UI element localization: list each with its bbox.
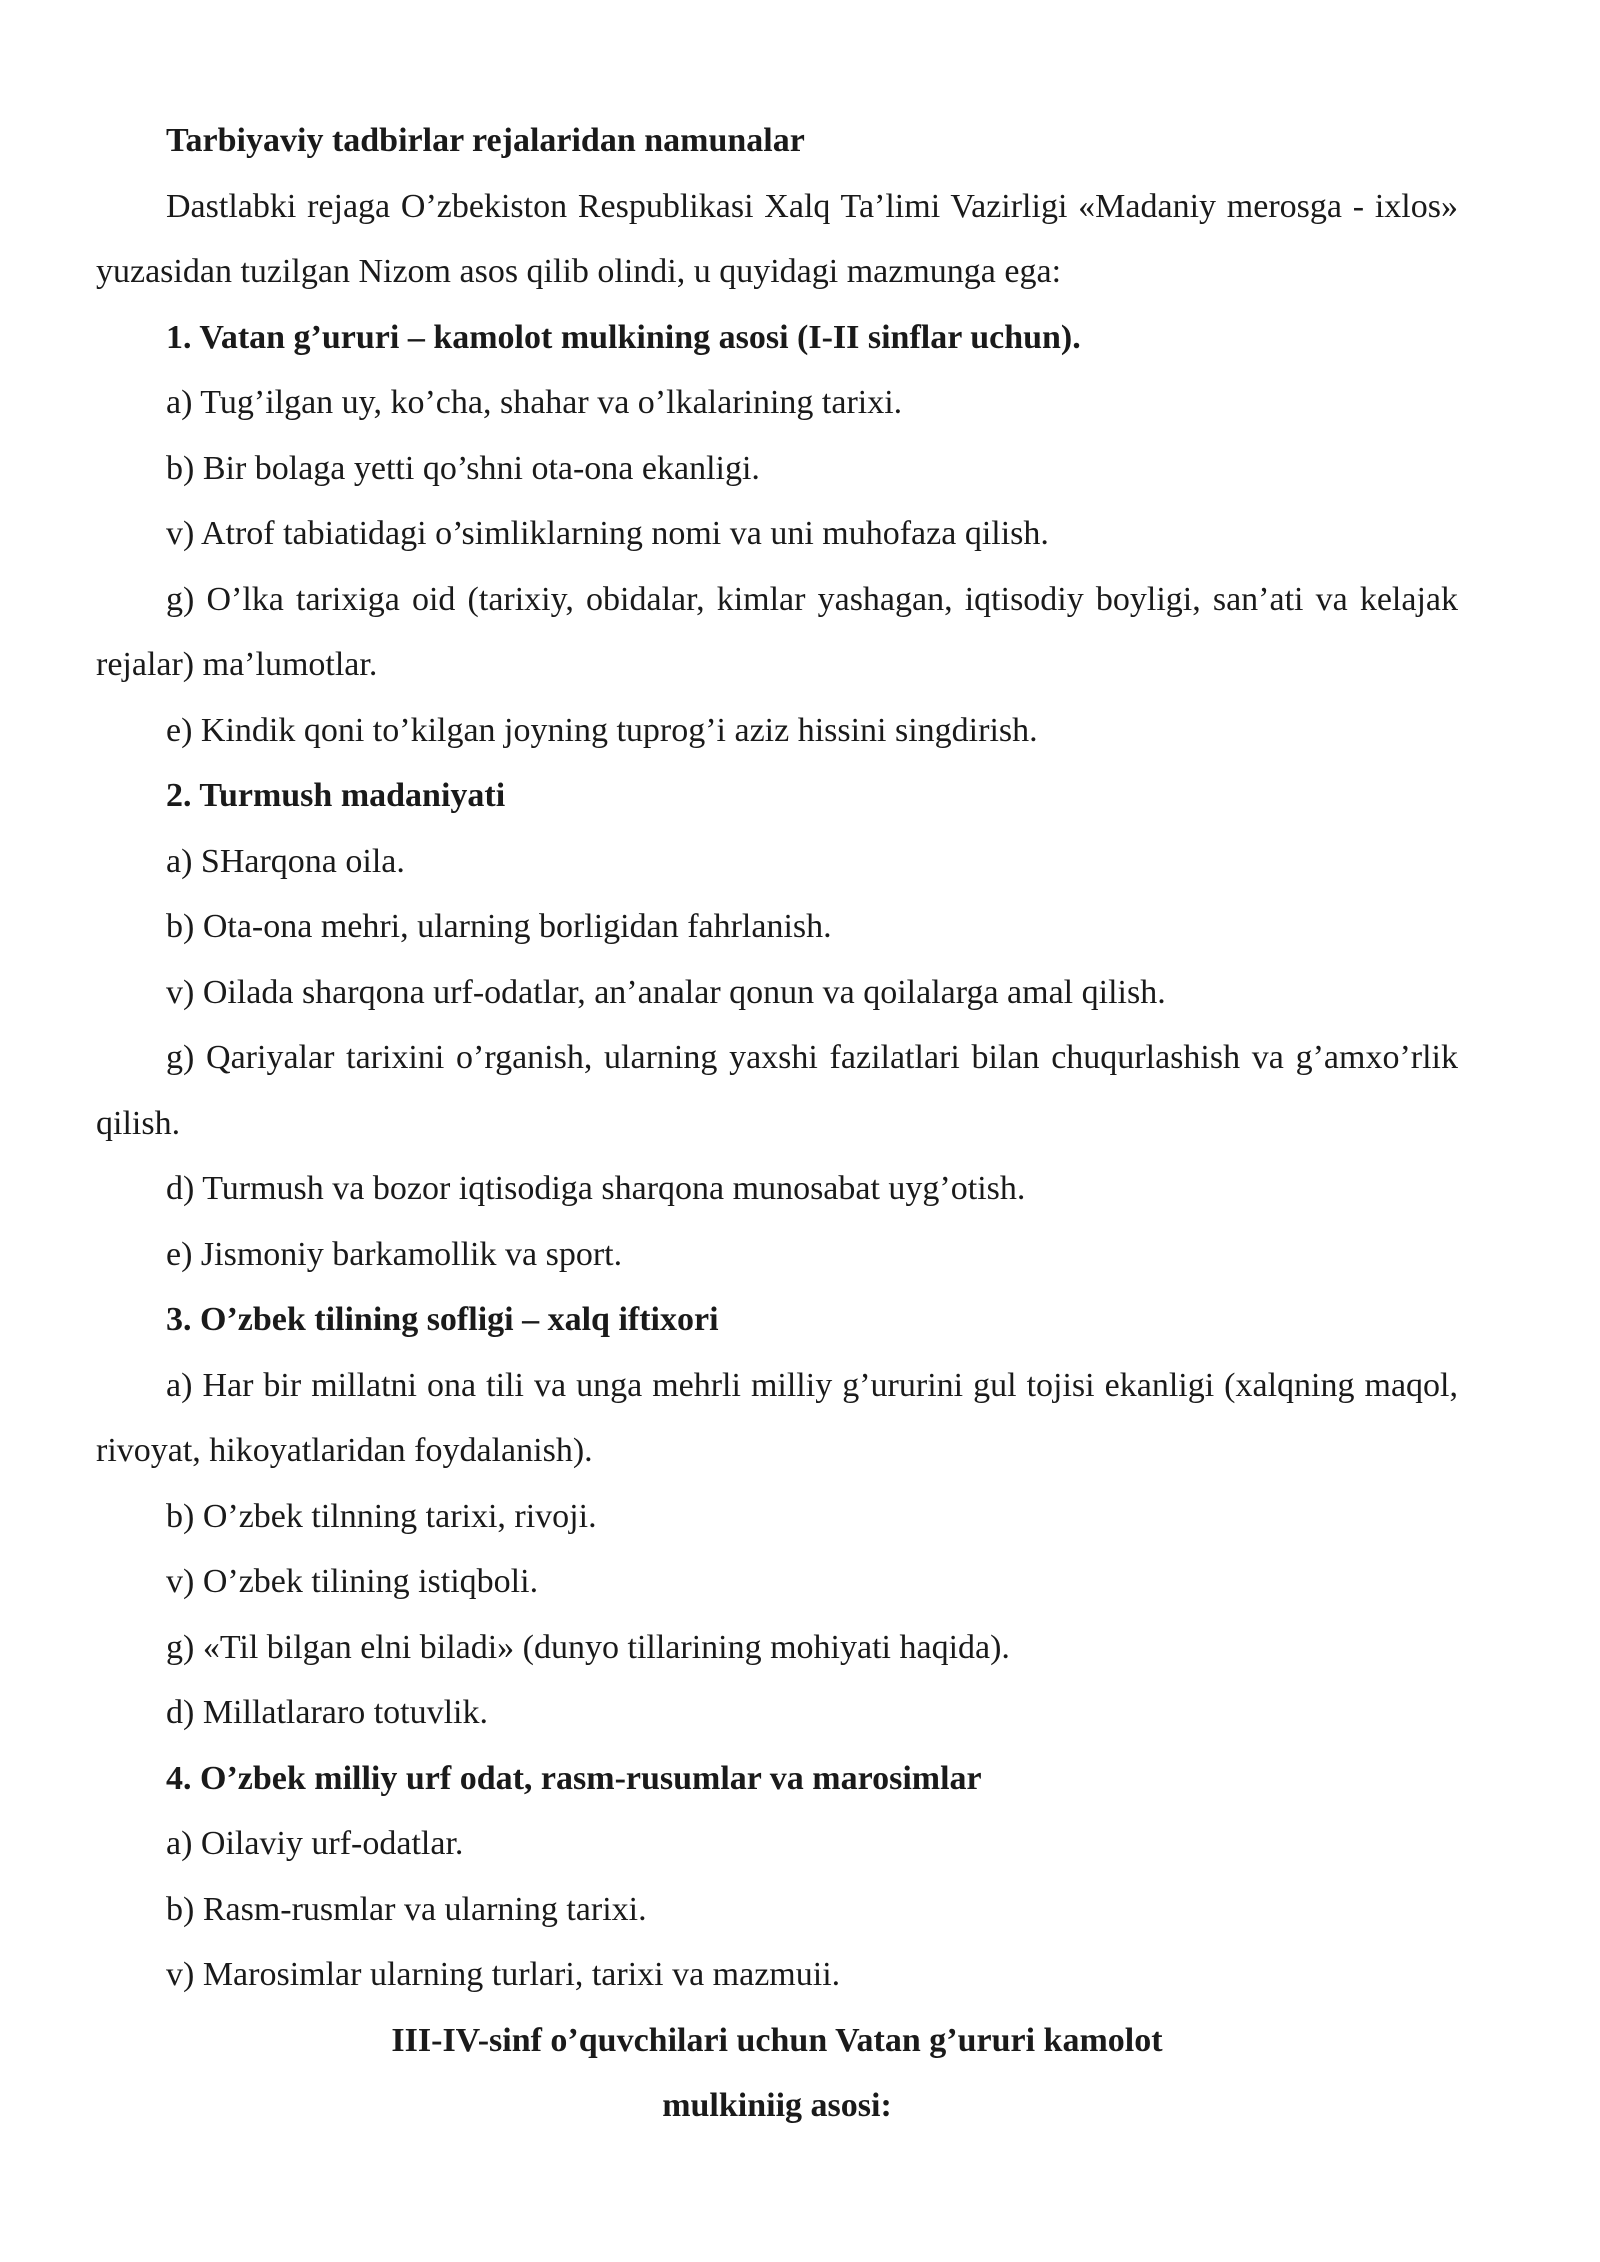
section-3-heading: 3. O’zbek tilining sofligi – xalq iftixori: [166, 1301, 719, 1338]
closing-heading-line-1: III-IV-sinf o’quvchilari uchun Vatan g’ururi kamolot: [391, 2021, 1163, 2059]
document-page: [96, 108, 1458, 2139]
section-4-item: v) Marosimlar ularning turlari, tarixi va mazmuii.: [166, 1956, 841, 1993]
section-3-item: g) «Til bilgan elni biladi» (dunyo tillarining mohiyati haqida).: [166, 1628, 1010, 1666]
section-1-item: b) Bir bolaga yetti qo’shni ota-ona ekanligi.: [166, 449, 760, 487]
intro-paragraph: Dastlabki rejaga O’zbekiston Respublikasi Xalq Ta’limi Vazirligi «Madaniy merosga - ixlos» yuzasidan tuzilgan Nizom asos qilib olindi, u quyidagi mazmunga ega:: [96, 187, 1458, 290]
section-2-item: g) Qariyalar tarixini o’rganish, ularning yaxshi fazilatlari bilan chuqurlashish va g’amxo’rlik qilish.: [96, 1039, 1458, 1142]
section-1-item: v) Atrof tabiatidagi o’simliklarning nomi va uni muhofaza qilish.: [166, 515, 1049, 552]
section-3-item: a) Har bir millatni ona tili va unga mehrli milliy g’ururini gul tojisi ekanligi (xalqning maqol, rivoyat, hikoyatlaridan foydalanish).: [96, 1366, 1458, 1469]
section-4-heading: 4. O’zbek milliy urf odat, rasm-rusumlar va marosimlar: [166, 1759, 982, 1797]
section-4-item: a) Oilaviy urf-odatlar.: [166, 1825, 464, 1862]
section-1-item: a) Tug’ilgan uy, ko’cha, shahar va o’lkalarining tarixi.: [166, 384, 903, 421]
section-2-item: a) SHarqona oila.: [166, 842, 405, 880]
section-1-heading: 1. Vatan g’ururi – kamolot mulkining asosi (I-II sinflar uchun).: [166, 318, 1081, 356]
section-2-item: d) Turmush va bozor iqtisodiga sharqona munosabat uyg’otish.: [166, 1170, 1026, 1207]
section-2-item: v) Oilada sharqona urf-odatlar, an’analar qonun va qoilalarga amal qilish.: [166, 973, 1166, 1011]
section-3-item: d) Millatlararo totuvlik.: [166, 1694, 488, 1731]
section-1-item: g) O’lka tarixiga oid (tarixiy, obidalar, kimlar yashagan, iqtisodiy boyligi, san’ati va kelajak rejalar) ma’lumotlar.: [96, 580, 1458, 683]
section-3-item: b) O’zbek tilnning tarixi, rivoji.: [166, 1497, 597, 1535]
closing-heading-line-2: mulkiniig asosi:: [662, 2087, 892, 2124]
document-title: Tarbiyaviy tadbirlar rejalaridan namunalar: [166, 122, 805, 159]
section-2-heading: 2. Turmush madaniyati: [166, 777, 506, 814]
section-2-item: b) Ota-ona mehri, ularning borligidan fahrlanish.: [166, 908, 832, 945]
section-4-item: b) Rasm-rusmlar va ularning tarixi.: [166, 1890, 647, 1928]
section-3-item: v) O’zbek tilining istiqboli.: [166, 1563, 539, 1600]
section-1-item: e) Kindik qoni to’kilgan joyning tuprog’i aziz hissini singdirish.: [166, 711, 1038, 749]
section-2-item: e) Jismoniy barkamollik va sport.: [166, 1235, 623, 1273]
